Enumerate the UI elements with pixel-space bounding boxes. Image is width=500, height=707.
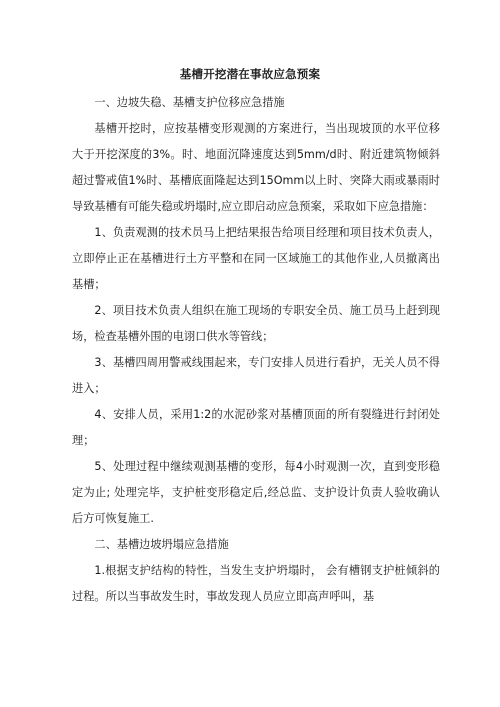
measure-item-2: 2、项目技术负责人组织在施工现场的专职安全员、施工员马上赶到现场，检查基槽外围的电诩口供水等管线； (72, 304, 440, 343)
section-1-heading: 一、边坡失稳、基槽支护位移应急措施 (94, 96, 285, 109)
document-title: 基槽开挖潜在事故应急预案 (179, 67, 321, 81)
measure-item-5: 5、处理过程中继续观测基槽的变形，每4小时观测一次，直到变形稳定为止; 处理完毕，支护桩变形稳定后,经总监、支护设计负责人验收确认后方可恢复施工. (72, 460, 440, 525)
document-body (72, 90, 440, 610)
measure-item-4: 4、安排人员，采用1:2的水泥砂浆对基槽顶面的所有裂缝进行封闭处理； (72, 408, 440, 447)
measure-item-1: 1、负责观测的技术员马上把结果报告给项目经理和项目技术负责人，立即停止正在基槽进行土方平整和在同一区域施工的其他作业,人员撤离出基槽； (72, 226, 440, 291)
measure-item-3: 3、基槽四周用警戒线围起来，专门安排人员进行看护，无关人员不得进入； (72, 356, 440, 395)
section-1-intro: 基槽开挖时，应按基槽变形观测的方案进行，当出现坡顶的水平位移大于开挖深度的3%。时、地面沉降速度达到5mm∕d时、附近建筑物倾斜超过警戒值1%时、基槽底面隆起达到15Omm以上时、突降大雨或暴雨时导致基槽有可能失稳或坍塌时,应立即启动应急预案，采取如下应急措施： (72, 122, 440, 213)
section-2-intro: 1.根据支护结构的特性，当发生支护坍塌时， 会有槽钢支护桩倾斜的过程。所以当事故发生时，事故发现人员应立即高声呼叫，基 (72, 564, 440, 603)
section-2-heading: 二、基槽边坡坍塌应急措施 (94, 538, 229, 551)
